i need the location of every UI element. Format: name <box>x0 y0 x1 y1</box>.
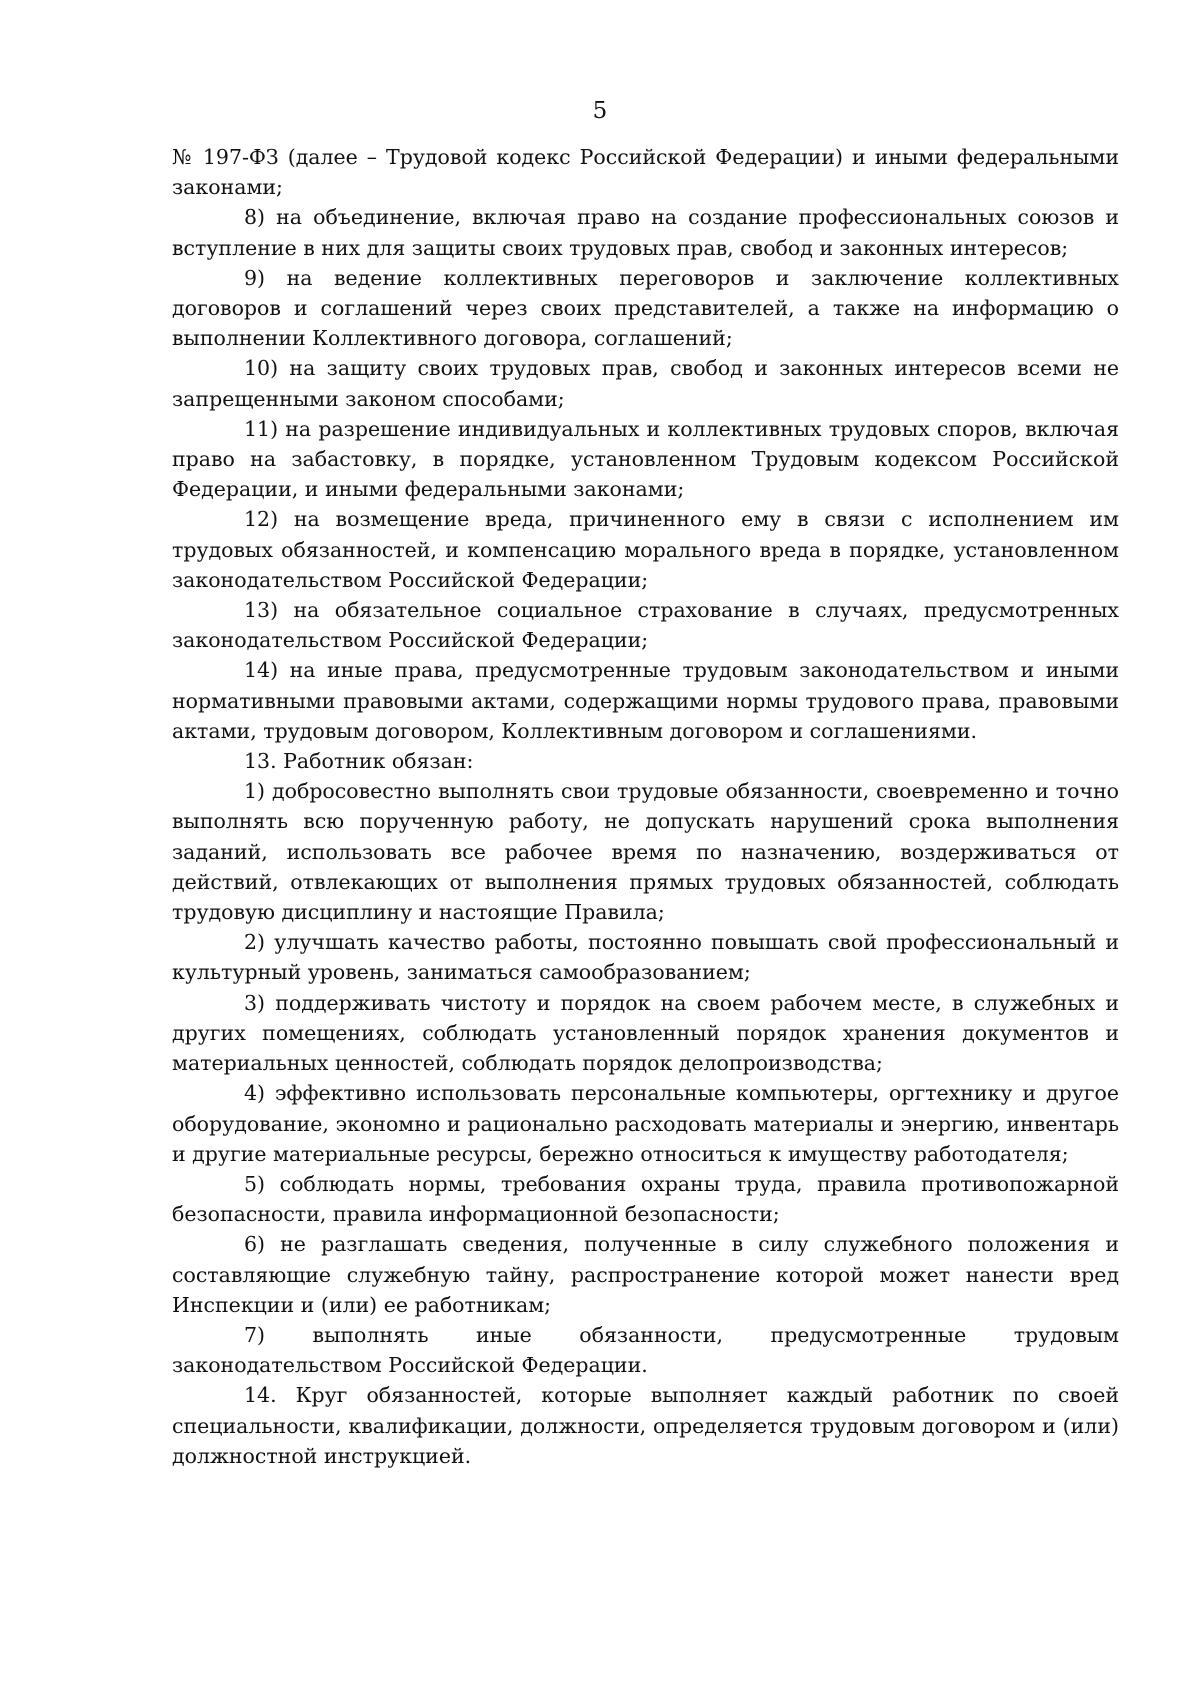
paragraph: 14. Круг обязанностей, которые выполняет каждый работник по своей специальности, квалификации, должности, определяется трудовым договором и (или) должностной инструкцией. <box>172 1383 1119 1468</box>
paragraph: 10) на защиту своих трудовых прав, свобод и законных интересов всеми не запрещенными законом способами; <box>172 356 1119 411</box>
paragraph: 12) на возмещение вреда, причиненного ему в связи с исполнением им трудовых обязанностей, и компенсацию морального вреда в порядке, установленном законодательством Российской Федерации; <box>172 507 1119 592</box>
paragraph: 11) на разрешение индивидуальных и коллективных трудовых споров, включая право на забастовку, в порядке, установленном Трудовым кодексом Российской Федерации, и иными федеральными законами; <box>172 416 1119 502</box>
page-number: 5 <box>592 98 608 124</box>
document-body <box>172 142 1119 1471</box>
section-heading: 13. Работник обязан: <box>244 749 474 774</box>
paragraph: 5) соблюдать нормы, требования охраны труда, правила противопожарной безопасности, правила информационной безопасности; <box>172 1171 1119 1227</box>
paragraph: 8) на объединение, включая право на создание профессиональных союзов и вступление в них для защиты своих трудовых прав, свобод и законных интересов; <box>172 205 1119 260</box>
paragraph: 14) на иные права, предусмотренные трудовым законодательством и иными нормативными правовыми актами, содержащими нормы трудового права, правовыми актами, трудовым договором, Коллективным договором и соглашениями. <box>172 658 1119 743</box>
paragraph: 1) добросовестно выполнять свои трудовые обязанности, своевременно и точно выполнять всю порученную работу, не допускать нарушений срока выполнения заданий, использовать все рабочее время по назначению, воздерживаться от действий, отвлекающих от выполнения прямых трудовых обязанностей, соблюдать трудовую дисциплину и настоящие Правила; <box>172 779 1119 925</box>
paragraph: 3) поддерживать чистоту и порядок на своем рабочем месте, в служебных и других помещениях, соблюдать установленный порядок хранения документов и материальных ценностей, соблюдать порядок делопроизводства; <box>172 990 1119 1076</box>
paragraph: 6) не разглашать сведения, полученные в силу служебного положения и составляющие служебную тайну, распространение которой может нанести вред Инспекции и (или) ее работникам; <box>172 1232 1119 1317</box>
paragraph: 13) на обязательное социальное страхование в случаях, предусмотренных законодательством Российской Федерации; <box>172 598 1119 653</box>
paragraph: 2) улучшать качество работы, постоянно повышать свой профессиональный и культурный уровень, заниматься самообразованием; <box>172 930 1119 985</box>
paragraph: 4) эффективно использовать персональные компьютеры, оргтехнику и другое оборудование, экономно и рационально расходовать материалы и энергию, инвентарь и другие материальные ресурсы, бережно относиться к имуществу работодателя; <box>172 1081 1119 1166</box>
paragraph: 7) выполнять иные обязанности, предусмотренные трудовым законодательством Российской Федерации. <box>172 1322 1119 1378</box>
paragraph: 9) на ведение коллективных переговоров и заключение коллективных договоров и соглашений через своих представителей, а также на информацию о выполнении Коллективного договора, соглашений; <box>172 265 1119 351</box>
paragraph: № 197-ФЗ (далее – Трудовой кодекс Российской Федерации) и иными федеральными законами; <box>172 145 1119 200</box>
